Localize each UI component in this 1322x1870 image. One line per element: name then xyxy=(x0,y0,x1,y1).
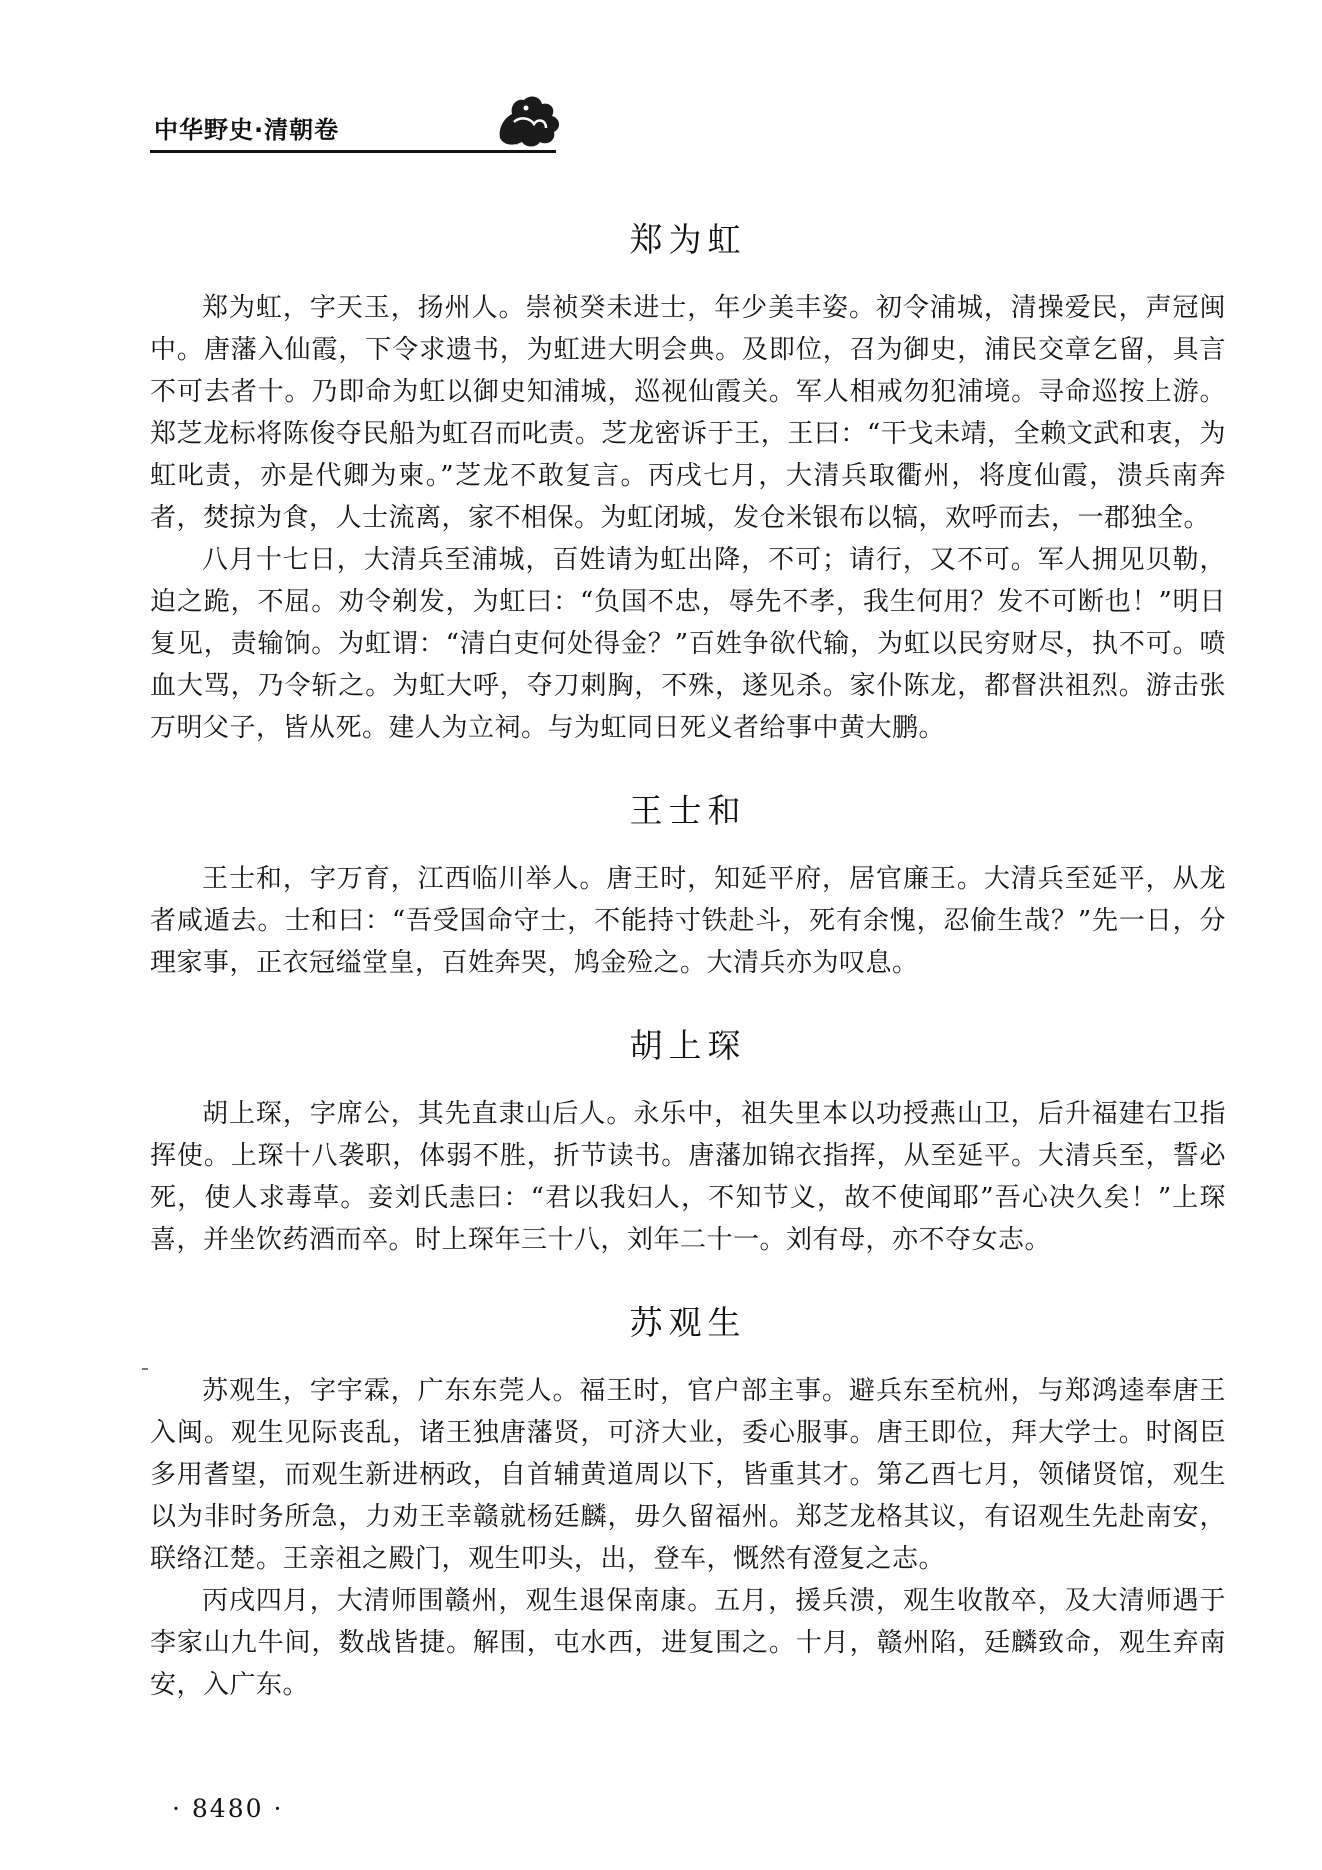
section-title: 王士和 xyxy=(629,791,747,830)
running-header xyxy=(150,88,1210,158)
dragon-emblem-icon xyxy=(490,88,570,154)
paragraph: 胡上琛，字席公，其先直隶山后人。永乐中，祖失里本以功授燕山卫，后升福建右卫指挥使。上琛十八袭职，体弱不胜，折节读书。唐藩加锦衣指挥，从至延平。大清兵至，誓必死，使人求毒草。妾刘氏恚曰：“君以我妇人，不知节义，故不使闻耶”吾心决久矣！”上琛喜，并坐饮药酒而卒。时上琛年三十八，刘年二十一。刘有母，亦不夺女志。 xyxy=(150,1099,1226,1255)
section-title: 苏观生 xyxy=(629,1303,747,1342)
header-rule xyxy=(150,150,556,153)
section-title: 郑为虹 xyxy=(629,220,747,259)
scan-speck xyxy=(142,1368,148,1370)
paragraph: 郑为虹，字天玉，扬州人。崇祯癸未进士，年少美丰姿。初令浦城，清操爱民，声冠闽中。唐藩入仙霞，下令求遗书，为虹进大明会典。及即位，召为御史，浦民交章乞留，具言不可去者十。乃即命为虹以御史知浦城，巡视仙霞关。军人相戒勿犯浦境。寻命巡按上游。郑芝龙标将陈俊夺民船为虹召而叱责。芝龙密诉于王，王曰：“干戈未靖，全赖文武和衷，为虹叱责，亦是代卿为柬。”芝龙不敢复言。丙戌七月，大清兵取衢州，将度仙霞，溃兵南奔者，焚掠为食，人士流离，家不相保。为虹闭城，发仓米银布以犒，欢呼而去，一郡独全。 xyxy=(150,293,1226,533)
article-wang-shihe xyxy=(150,771,1226,984)
page-number: · 8480 · xyxy=(172,1794,284,1823)
paragraph: 苏观生，字宇霖，广东东莞人。福王时，官户部主事。避兵东至杭州，与郑鸿逵奉唐王入闽。观生见际丧乱，诸王独唐藩贤，可济大业，委心服事。唐王即位，拜大学士。时阁臣多用耆望，而观生新进柄政，自首辅黄道周以下，皆重其才。第乙酉七月，领储贤馆，观生以为非时务所急，力劝王幸赣就杨廷麟，毋久留福州。郑芝龙格其议，有诏观生先赴南安，联络江楚。王亲祖之殿门，观生叩头，出，登车，慨然有澄复之志。 xyxy=(150,1376,1226,1574)
paragraph: 王士和，字万育，江西临川举人。唐王时，知延平府，居官廉王。大清兵至延平，从龙者咸遁去。士和曰：“吾受国命守士，不能持寸铁赴斗，死有余愧，忍偷生哉？”先一日，分理家事，正衣冠缢堂皇，百姓奔哭，鸠金殓之。大清兵亦为叹息。 xyxy=(150,864,1226,978)
article-zheng-weihong xyxy=(150,200,1226,749)
section-title: 胡上琛 xyxy=(629,1026,747,1065)
page-body xyxy=(150,200,1226,1706)
article-su-guansheng xyxy=(150,1283,1226,1706)
article-hu-shangchen xyxy=(150,1006,1226,1261)
book-title: 中华野史·清朝卷 xyxy=(154,116,340,144)
paragraph: 丙戌四月，大清师围赣州，观生退保南康。五月，援兵溃，观生收散卒，及大清师遇于李家山九牛间，数战皆捷。解围，屯水西，进复围之。十月，赣州陷，廷麟致命，观生弃南安，入广东。 xyxy=(150,1586,1226,1700)
paragraph: 八月十七日，大清兵至浦城，百姓请为虹出降，不可；请行，又不可。军人拥见贝勒，迫之跪，不屈。劝令剃发，为虹曰：“负国不忠，辱先不孝，我生何用？发不可断也！”明日复见，责输饷。为虹谓：“清白吏何处得金？”百姓争欲代输，为虹以民穷财尽，执不可。喷血大骂，乃令斩之。为虹大呼，夺刀刺胸，不殊，遂见杀。家仆陈龙，都督洪祖烈。游击张万明父子，皆从死。建人为立祠。与为虹同日死义者给事中黄大鹏。 xyxy=(150,545,1226,743)
